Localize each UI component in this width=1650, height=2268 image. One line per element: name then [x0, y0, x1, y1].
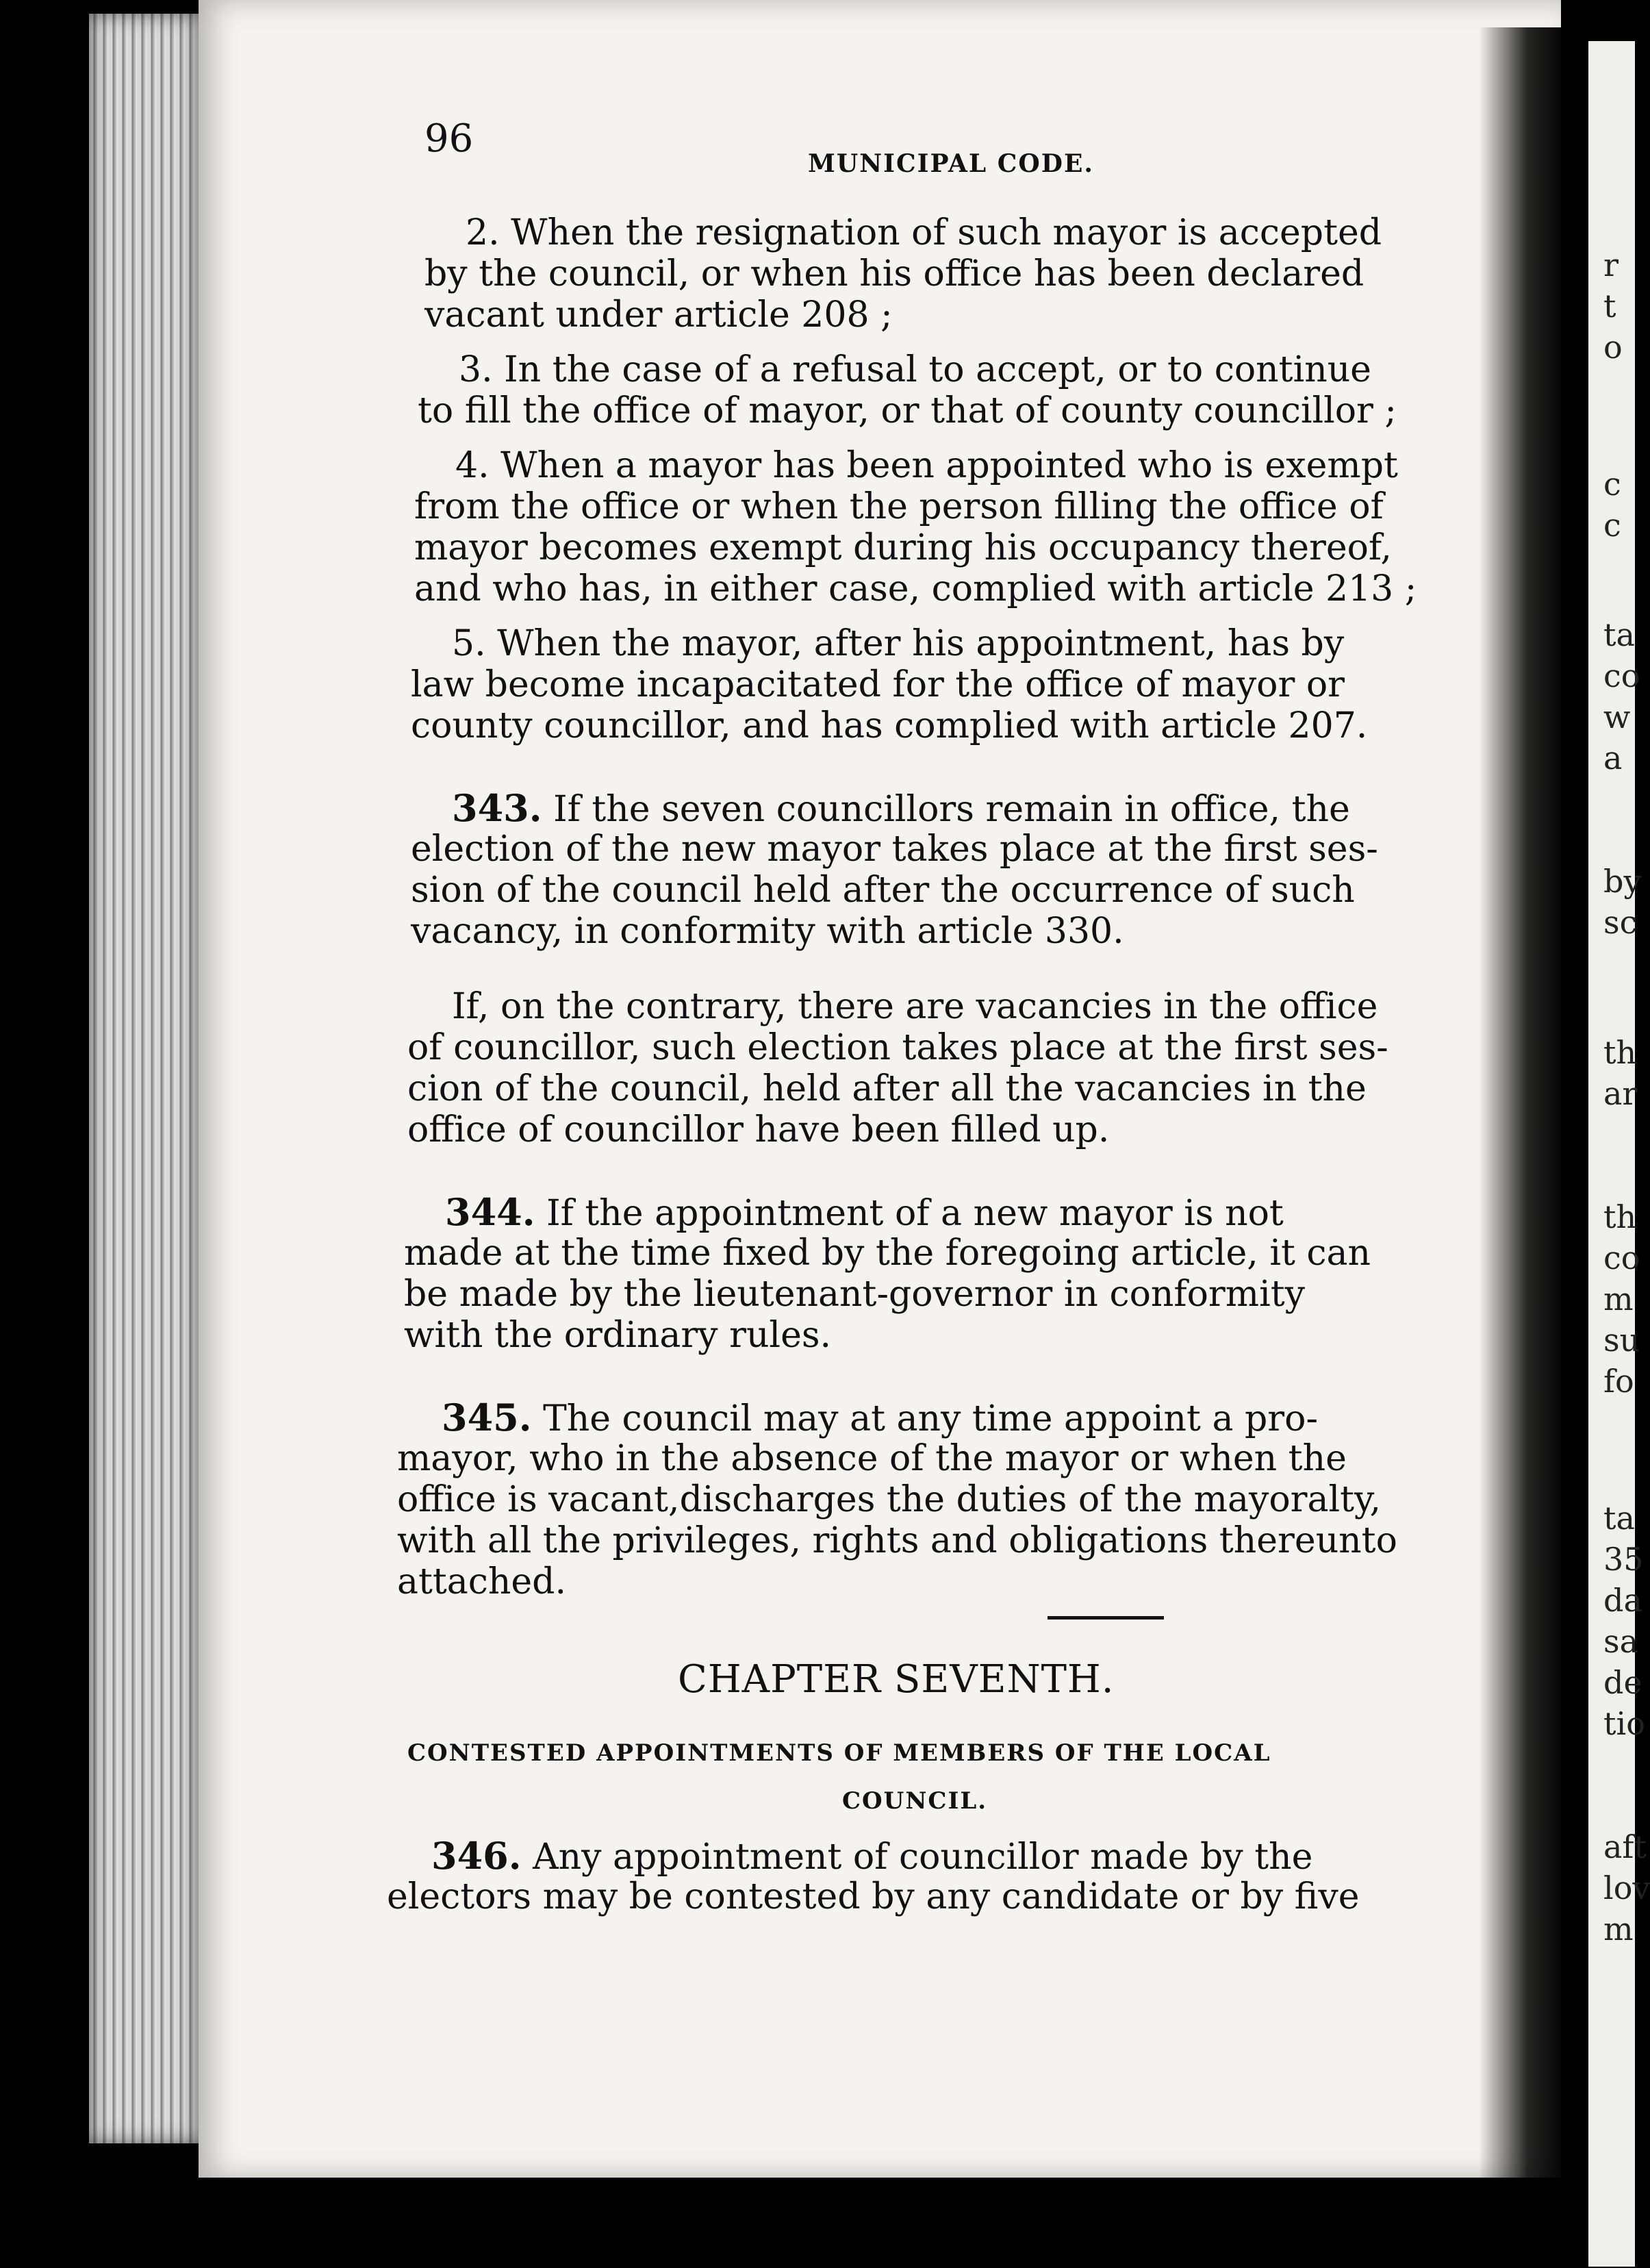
facing-text: ar	[1603, 1075, 1638, 1112]
facing-text: c	[1603, 507, 1621, 544]
facing-text: th	[1603, 1034, 1637, 1071]
article-343-line-3: sion of the council held after the occurrence of such	[411, 870, 1355, 911]
article-344-line-4: with the ordinary rules.	[404, 1315, 832, 1356]
facing-text: 35	[1603, 1541, 1644, 1578]
article-346-first-line	[431, 1835, 1312, 1878]
article-343-para2-line-1: If, on the contrary, there are vacancies in the office	[452, 986, 1378, 1027]
article-343-para2-line-2: of councillor, such election takes place at the first ses-	[407, 1027, 1388, 1068]
article-343-first-line	[452, 788, 1350, 830]
facing-text: ta	[1603, 1500, 1635, 1537]
facing-text: sc	[1603, 904, 1638, 941]
facing-text: th	[1603, 1198, 1637, 1235]
article-number-346: 346.	[431, 1834, 522, 1878]
article-345-line-1: The council may at any time appoint a pro-	[543, 1398, 1319, 1439]
facing-text: m	[1603, 1281, 1634, 1318]
facing-text: a	[1603, 740, 1623, 777]
article-346-line-1: Any appointment of councillor made by the	[533, 1837, 1313, 1878]
chapter-title: CHAPTER SEVENTH.	[678, 1657, 1115, 1702]
facing-text: su	[1603, 1322, 1640, 1359]
facing-text: o	[1603, 329, 1623, 366]
article-345-line-3: office is vacant,discharges the duties of the mayoralty,	[397, 1479, 1382, 1520]
article-344-first-line	[445, 1192, 1284, 1234]
facing-text: w	[1603, 698, 1631, 735]
facing-text: r	[1603, 247, 1619, 284]
article-343-line-2: election of the new mayor takes place at the first ses-	[411, 829, 1378, 870]
item-4-line-3: mayor becomes exempt during his occupancy thereof,	[414, 527, 1392, 568]
facing-text: by	[1603, 863, 1642, 900]
article-number-344: 344.	[445, 1190, 535, 1234]
article-345-line-2: mayor, who in the absence of the mayor or when the	[397, 1438, 1347, 1479]
article-344-line-2: made at the time fixed by the foregoing article, it can	[404, 1233, 1371, 1274]
article-343-line-4: vacancy, in conformity with article 330.	[411, 911, 1124, 952]
running-head: MUNICIPAL CODE.	[808, 149, 1094, 178]
page-edges	[89, 14, 199, 2143]
item-3-line-2: to fill the office of mayor, or that of county councillor ;	[418, 390, 1397, 431]
article-345-line-5: attached.	[397, 1561, 566, 1602]
article-345-line-4: with all the privileges, rights and obligations thereunto	[397, 1520, 1397, 1561]
item-4-line-2: from the office or when the person filling the office of	[414, 486, 1384, 527]
item-5-line-2: law become incapacitated for the office of mayor or	[411, 664, 1345, 705]
item-2-line-2: by the council, or when his office has been declared	[424, 253, 1365, 294]
facing-text: sa	[1603, 1623, 1639, 1660]
article-343-para2-line-3: cion of the council, held after all the vacancies in the	[407, 1068, 1367, 1109]
page-number: 96	[424, 116, 474, 161]
chapter-subtitle-line-2: COUNCIL.	[842, 1787, 988, 1815]
facing-text: de	[1603, 1664, 1642, 1701]
article-346-line-2: electors may be contested by any candidate or by five	[387, 1876, 1360, 1917]
article-343-para2-line-4: office of councillor have been filled up.	[407, 1109, 1110, 1150]
facing-text: c	[1603, 466, 1621, 503]
section-rule	[1048, 1616, 1164, 1620]
facing-text: t	[1603, 288, 1616, 325]
article-number-345: 345.	[442, 1396, 532, 1439]
facing-text: co	[1603, 657, 1640, 694]
article-number-343: 343.	[452, 786, 542, 830]
item-5-line-1: 5. When the mayor, after his appointment, has by	[452, 623, 1345, 664]
item-2-line-3: vacant under article 208 ;	[424, 294, 893, 336]
facing-text: tio	[1603, 1705, 1645, 1742]
article-345-first-line	[442, 1397, 1318, 1439]
item-4-line-4: and who has, in either case, complied with article 213 ;	[414, 568, 1417, 609]
item-4-line-1: 4. When a mayor has been appointed who is exempt	[455, 445, 1398, 486]
book-page	[199, 0, 1561, 2178]
facing-text: m	[1603, 1911, 1634, 1948]
facing-text: ta	[1603, 616, 1635, 653]
article-344-line-3: be made by the lieutenant-governor in conformity	[404, 1274, 1305, 1315]
book-gutter-shadow	[1479, 27, 1568, 2253]
item-3-line-1: 3. In the case of a refusal to accept, or to continue	[459, 349, 1371, 390]
facing-text: lov	[1603, 1869, 1650, 1906]
chapter-subtitle-line-1: CONTESTED APPOINTMENTS OF MEMBERS OF THE LOCAL	[407, 1739, 1271, 1767]
article-344-line-1: If the appointment of a new mayor is not	[546, 1193, 1284, 1234]
facing-text: fo	[1603, 1363, 1634, 1400]
item-5-line-3: county councillor, and has complied with article 207.	[411, 705, 1368, 746]
facing-text: da	[1603, 1582, 1642, 1619]
facing-text: aft	[1603, 1828, 1647, 1865]
facing-text: co	[1603, 1239, 1640, 1276]
facing-page-edge	[1588, 41, 1650, 2267]
article-343-line-1: If the seven councillors remain in office, the	[553, 789, 1350, 830]
item-2-line-1: 2. When the resignation of such mayor is accepted	[466, 212, 1382, 253]
